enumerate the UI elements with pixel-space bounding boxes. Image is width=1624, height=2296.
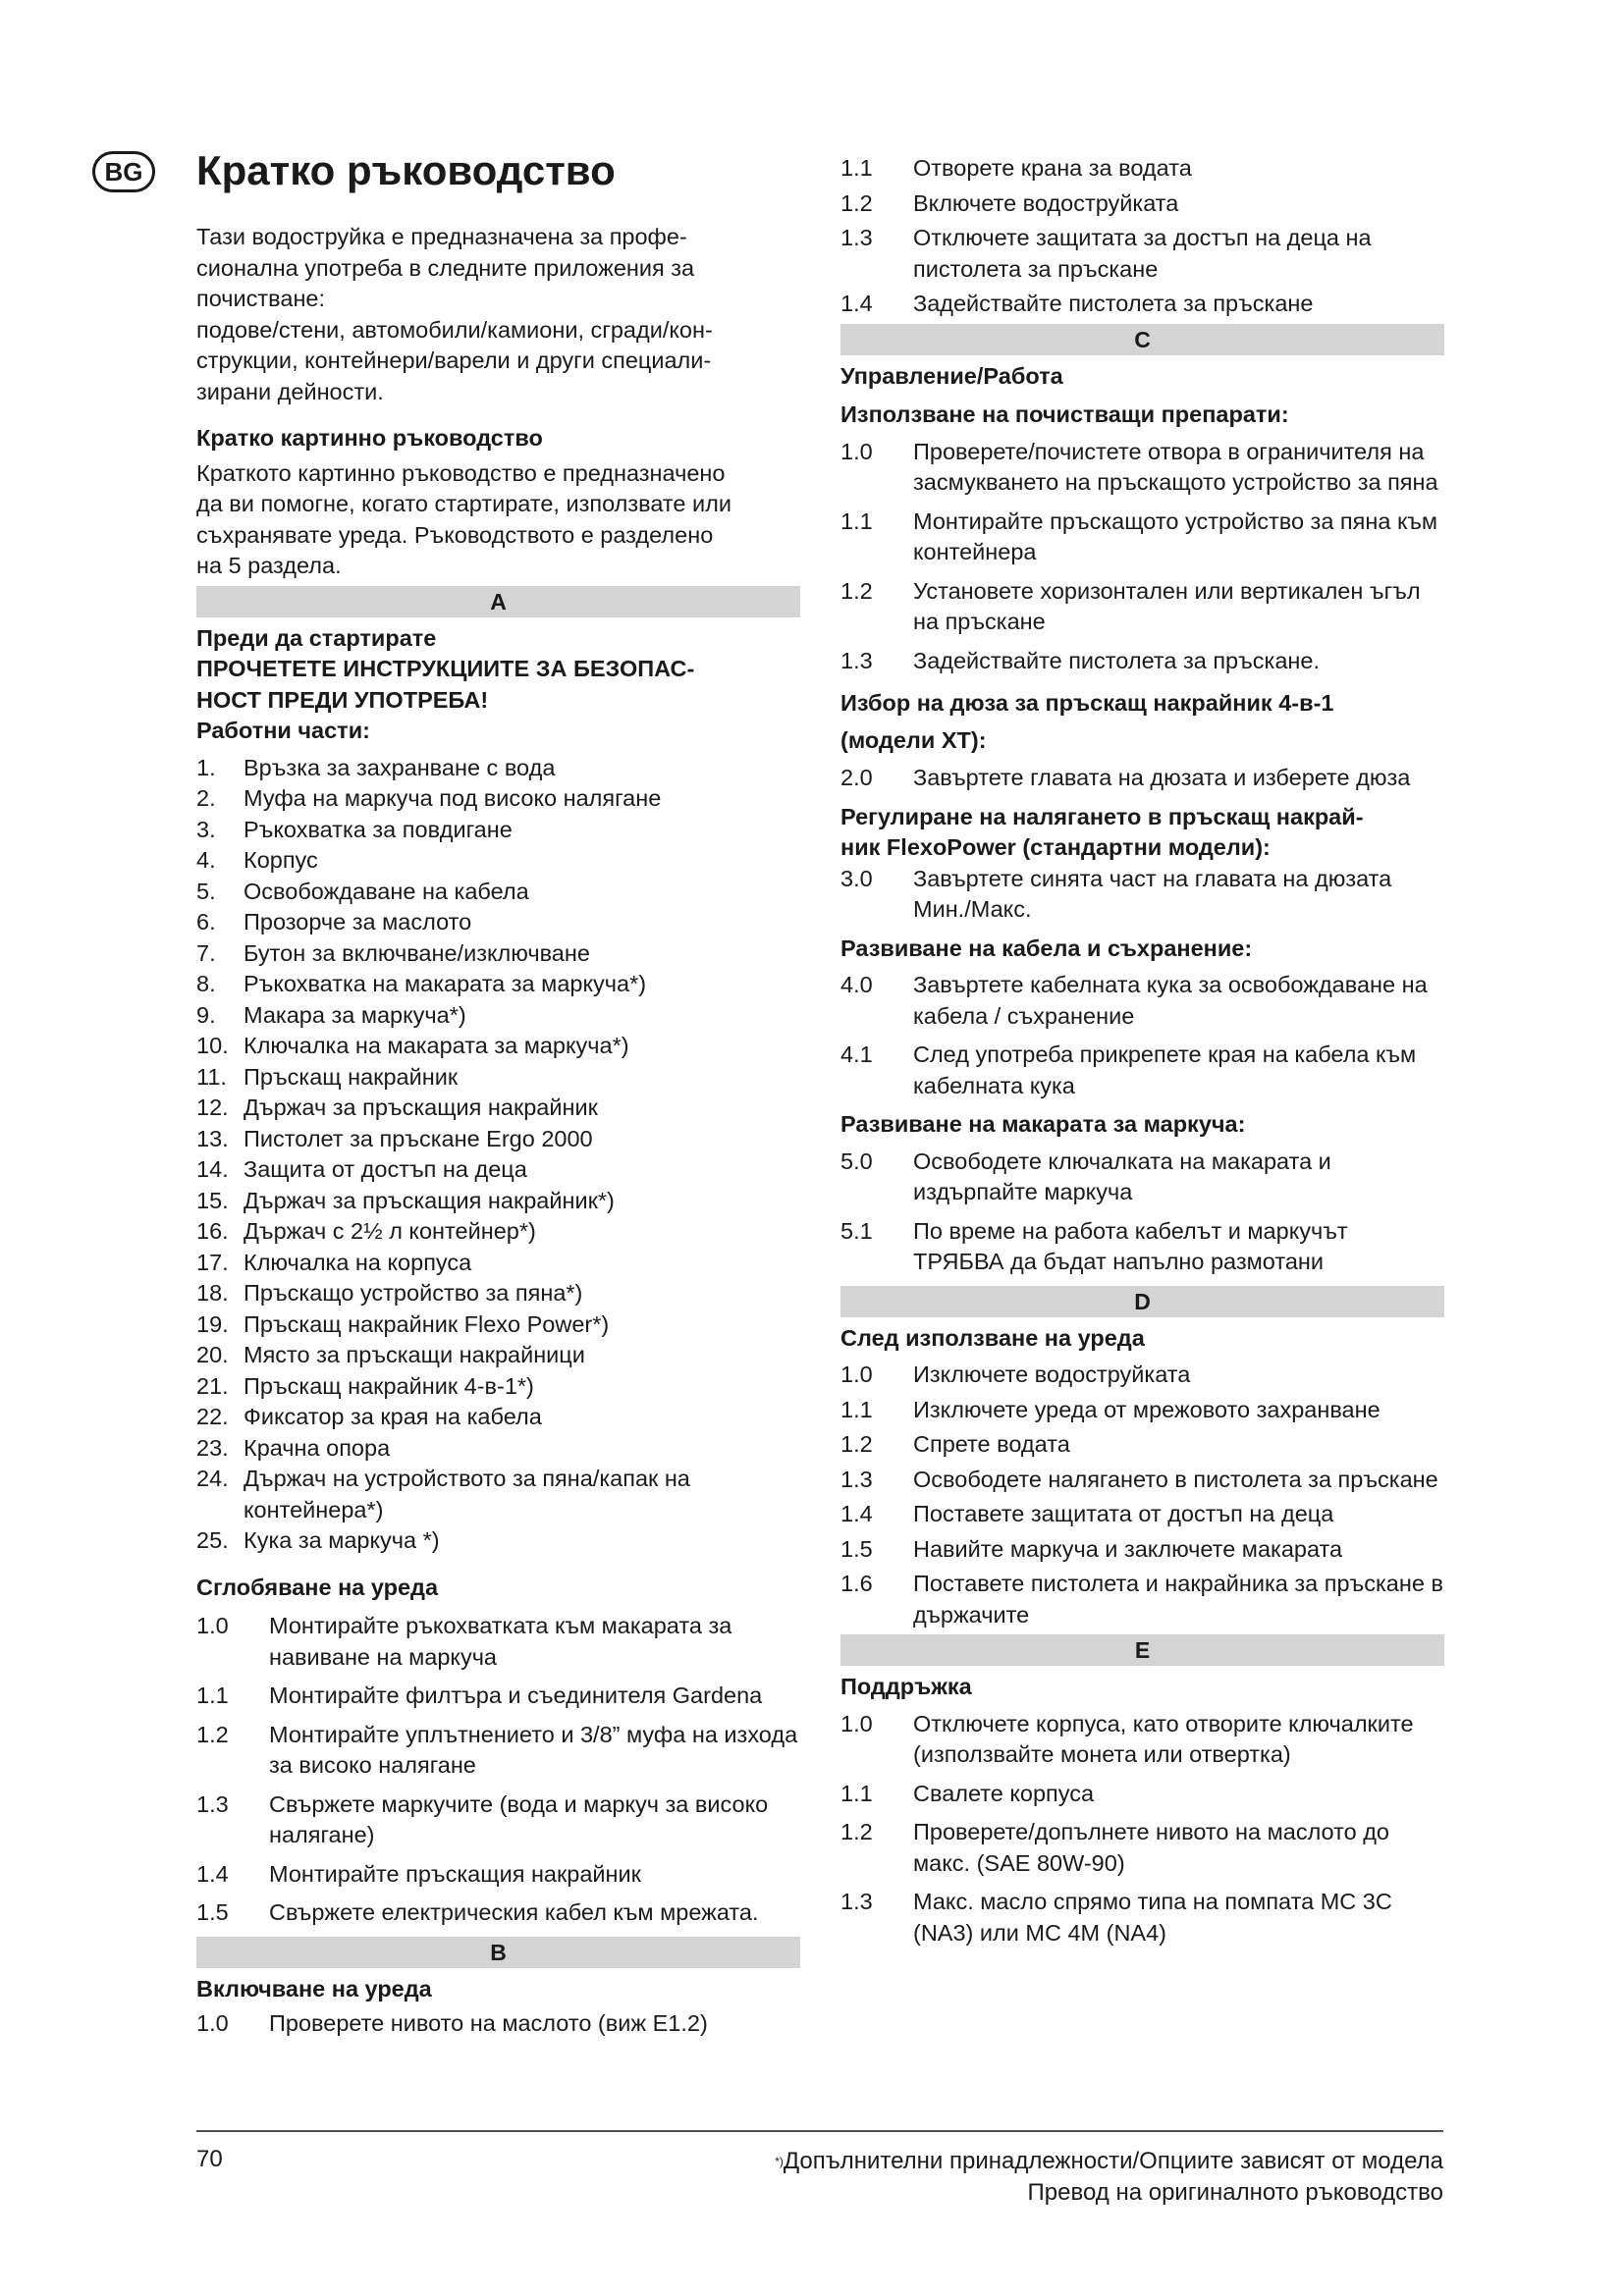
cable-step-text: След употреба прикрепете края на кабела към кабелната кука (913, 1041, 1417, 1098)
assembly-step-number: 1.2 (196, 1721, 229, 1747)
after-step (840, 1534, 1444, 1566)
assembly-step-number: 1.3 (196, 1790, 229, 1817)
nozzle-steps (840, 763, 1444, 794)
part-item (196, 1062, 800, 1094)
part-item (196, 1433, 800, 1465)
part-item (196, 1154, 800, 1186)
part-item-text: Място за пръскащи накрайници (244, 1342, 585, 1367)
maintenance-step (840, 1779, 1444, 1810)
reel-step-number: 5.1 (840, 1217, 873, 1244)
maintenance-step-number: 1.2 (840, 1819, 873, 1844)
pressure-step-number: 3.0 (840, 865, 873, 891)
switch-on-steps-continued (840, 153, 1444, 320)
part-item-text: Корпус (244, 847, 318, 873)
intro-line: подове/стени, автомобили/камиони, сгради/кон- (196, 316, 713, 343)
part-item-number: 1. (196, 754, 216, 780)
part-item (196, 753, 800, 784)
detergent-steps (840, 437, 1444, 677)
section-bar-b: B (196, 1937, 800, 1968)
reel-steps (840, 1147, 1444, 1278)
footnote-mark: *) (775, 2155, 784, 2168)
part-item-number: 14. (196, 1156, 229, 1182)
switch-step-number: 1.1 (840, 155, 873, 181)
part-item (196, 1402, 800, 1433)
part-item-text: Ключалка на корпуса (244, 1249, 472, 1275)
after-step-text: Поставете пистолета и накрайника за пръскане в държачите (913, 1571, 1443, 1628)
assembly-step-number: 1.4 (196, 1860, 229, 1887)
part-item-text: Ръкохватка за повдигане (244, 816, 513, 842)
assembly-step (196, 1611, 800, 1673)
switch-step-number: 1.4 (840, 291, 873, 316)
parts-list (196, 753, 800, 1557)
reel-heading: Развиване на макарата за маркуча: (840, 1111, 1246, 1137)
part-item (196, 1525, 800, 1557)
pressure-heading-line: ник FlexoPower (стандартни модели): (840, 834, 1271, 860)
after-step-text: Поставете защитата от достъп на деца (913, 1501, 1334, 1526)
pressure-step-text: Завъртете синята част на главата на дюзата Мин./Макс. (913, 865, 1392, 922)
part-item (196, 1093, 800, 1124)
assembly-step (196, 1897, 800, 1929)
after-step-text: Освободете налягането в пистолета за пръскане (913, 1466, 1438, 1492)
switch-step (840, 153, 1444, 185)
maintenance-step-number: 1.1 (840, 1780, 873, 1806)
page-title: Кратко ръководство (196, 147, 616, 193)
parts-heading: Работни части: (196, 718, 370, 743)
intro-line: зирани дейности. (196, 378, 384, 404)
part-item-text: Връзка за захранване с вода (244, 754, 556, 780)
translation-note: Превод на оригиналното ръководство (1027, 2179, 1443, 2206)
assembly-step-number: 1.1 (196, 1682, 229, 1708)
part-item-text: Бутон за включване/изключване (244, 939, 590, 966)
after-step-number: 1.1 (840, 1396, 873, 1422)
reel-step-number: 5.0 (840, 1148, 873, 1174)
after-use-steps (840, 1360, 1444, 1630)
part-item (196, 1464, 800, 1525)
part-item-text: Пръскащ накрайник 4-в-1*) (244, 1372, 534, 1399)
part-item-number: 19. (196, 1310, 229, 1337)
part-item (196, 783, 800, 815)
left-column (196, 222, 800, 2048)
part-item-number: 17. (196, 1249, 229, 1275)
part-item (196, 1000, 800, 1032)
cable-step-number: 4.0 (840, 972, 873, 997)
detergent-step-number: 1.2 (840, 577, 873, 604)
reel-step (840, 1216, 1444, 1278)
cable-step-text: Завъртете кабелната кука за освобождаване на кабела / съхранение (913, 972, 1428, 1029)
detergent-step-text: Проверете/почистете отвора в ограничителя на засмукването на пръскащото устройство за пяна (913, 438, 1438, 495)
part-item-text: Фиксатор за края на кабела (244, 1404, 542, 1429)
switch-step-number: 1.2 (840, 189, 873, 216)
detergent-step-number: 1.3 (840, 647, 873, 673)
after-step (840, 1499, 1444, 1530)
safety-warning-line: НОСТ ПРЕДИ УПОТРЕБА! (196, 686, 489, 713)
before-start-heading: Преди да стартирате (196, 624, 437, 651)
part-item-text: Държач с 2½ л контейнер*) (244, 1218, 536, 1244)
part-item (196, 1371, 800, 1403)
part-item (196, 815, 800, 846)
part-item (196, 907, 800, 938)
switch-step (840, 289, 1444, 320)
switch-on-steps (196, 2008, 800, 2040)
section-bar-d: D (840, 1286, 1444, 1317)
picture-guide-line: съхранявате уреда. Ръководството е разделено (196, 521, 714, 548)
part-item-text: Пистолет за пръскане Ergo 2000 (244, 1125, 593, 1151)
right-column (840, 153, 1444, 1956)
switch-step-text: Отключете защитата за достъп на деца на пистолета за пръскане (913, 225, 1372, 282)
after-step-text: Изключете водоструйката (913, 1362, 1191, 1387)
part-item-number: 4. (196, 847, 216, 873)
intro-line: струкции, контейнери/варели и други специали- (196, 347, 712, 373)
maintenance-step-number: 1.0 (840, 1710, 873, 1736)
cable-step-number: 4.1 (840, 1041, 873, 1067)
intro-line: Тази водоструйка е предназначена за профе- (196, 224, 687, 249)
after-step-number: 1.2 (840, 1431, 873, 1457)
after-step-text: Спрете водата (913, 1431, 1070, 1457)
part-item-number: 22. (196, 1404, 229, 1429)
operation-heading: Управление/Работа (840, 362, 1063, 389)
assembly-step-number: 1.0 (196, 1613, 229, 1638)
switch-step (196, 2008, 800, 2040)
assembly-step-text: Монтирайте филтъра и съединителя Gardena (269, 1682, 763, 1708)
switch-on-heading: Включване на уреда (196, 1975, 432, 2002)
part-item-text: Държач на устройството за пяна/капак на контейнера*) (244, 1466, 690, 1522)
after-step-number: 1.4 (840, 1501, 873, 1526)
part-item-number: 23. (196, 1434, 229, 1461)
reel-step (840, 1147, 1444, 1208)
detergent-step-text: Установете хоризонтален или вертикален ъгъл на пръскане (913, 577, 1421, 634)
switch-step-text: Задействайте пистолета за пръскане (913, 291, 1314, 316)
assembly-step (196, 1859, 800, 1891)
cable-steps (840, 970, 1444, 1101)
part-item-text: Ръкохватка на макарата за маркуча*) (244, 971, 647, 996)
part-item (196, 969, 800, 1000)
maintenance-step (840, 1817, 1444, 1879)
after-step (840, 1429, 1444, 1461)
picture-guide-line: Краткото картинно ръководство е предназначено (196, 459, 726, 486)
language-badge: BG (92, 151, 155, 192)
switch-step-text: Отворете крана за водата (913, 155, 1192, 181)
switch-step-number: 1.0 (196, 2010, 229, 2036)
after-step-number: 1.0 (840, 1362, 873, 1387)
part-item (196, 1278, 800, 1309)
part-item (196, 938, 800, 970)
part-item-text: Пръскащ накрайник Flexo Power*) (244, 1310, 610, 1337)
pressure-heading-line: Регулиране на налягането в пръскащ накрай- (840, 803, 1364, 829)
part-item-text: Макара за маркуча*) (244, 1001, 466, 1028)
assembly-step-text: Монтирайте пръскащия накрайник (269, 1860, 641, 1887)
nozzle-heading-line: Избор на дюза за пръскащ накрайник 4-в-1 (840, 690, 1334, 716)
part-item-text: Ключалка на макарата за маркуча*) (244, 1033, 629, 1058)
nozzle-step-text: Завъртете главата на дюзата и изберете дюза (913, 765, 1411, 790)
assembly-step-text: Свържете електрическия кабел към мрежата. (269, 1899, 759, 1925)
after-step (840, 1465, 1444, 1496)
cable-heading: Развиване на кабела и съхранение: (840, 934, 1253, 961)
detergent-step (840, 507, 1444, 568)
detergent-step (840, 646, 1444, 677)
after-step (840, 1395, 1444, 1426)
pressure-steps (840, 864, 1444, 926)
part-item (196, 1216, 800, 1248)
assembly-step-text: Монтирайте уплътнението и 3/8” муфа на изхода за високо налягане (269, 1721, 798, 1778)
part-item-number: 3. (196, 816, 216, 842)
assembly-step-text: Свържете маркучите (вода и маркуч за високо налягане) (269, 1790, 769, 1847)
part-item-text: Освобождаване на кабела (244, 878, 529, 904)
detergent-step-number: 1.1 (840, 507, 873, 534)
part-item-number: 25. (196, 1527, 229, 1553)
part-item-number: 7. (196, 939, 216, 966)
after-step-number: 1.5 (840, 1535, 873, 1562)
page-number: 70 (196, 2146, 223, 2172)
part-item-text: Кука за маркуча *) (244, 1527, 440, 1553)
intro-line: почистване: (196, 286, 326, 311)
safety-warning-line: ПРОЧЕТЕТЕ ИНСТРУКЦИИТЕ ЗА БЕЗОПАС- (196, 656, 695, 681)
nozzle-step (840, 763, 1444, 794)
part-item-number: 6. (196, 909, 216, 934)
part-item-number: 16. (196, 1218, 229, 1244)
part-item-number: 2. (196, 785, 216, 811)
maintenance-heading: Поддръжка (840, 1674, 972, 1699)
accessories-note (775, 2146, 1443, 2177)
part-item-number: 11. (196, 1063, 227, 1090)
detergent-step (840, 576, 1444, 638)
after-step-number: 1.3 (840, 1466, 873, 1492)
nozzle-heading-line: (модели XT): (840, 727, 987, 753)
part-item-text: Държач за пръскащия накрайник (244, 1095, 598, 1120)
assembly-step-text: Монтирайте ръкохватката към макарата за навиване на маркуча (269, 1613, 732, 1670)
part-item-number: 8. (196, 971, 216, 996)
detergent-step-text: Задействайте пистолета за пръскане. (913, 647, 1321, 673)
part-item-text: Пръскащ накрайник (244, 1063, 459, 1090)
after-step (840, 1569, 1444, 1630)
part-item-number: 20. (196, 1342, 229, 1367)
assembly-steps (196, 1611, 800, 1929)
detergent-step-text: Монтирайте пръскащото устройство за пяна към контейнера (913, 507, 1438, 564)
maintenance-step-number: 1.3 (840, 1889, 873, 1914)
intro-text (196, 222, 800, 407)
nozzle-step-number: 2.0 (840, 765, 873, 790)
assembly-step (196, 1720, 800, 1782)
switch-step-text: Проверете нивото на маслото (виж E1.2) (269, 2010, 708, 2036)
part-item-number: 13. (196, 1125, 229, 1151)
reel-step-text: Освободете ключалката на макарата и издърпайте маркуча (913, 1148, 1331, 1204)
switch-step (840, 223, 1444, 285)
part-item-text: Защита от достъп на деца (244, 1156, 527, 1182)
intro-line: сионална употреба в следните приложения за (196, 254, 695, 281)
picture-guide-line: на 5 раздела. (196, 553, 342, 578)
switch-step-text: Включете водоструйката (913, 189, 1179, 216)
part-item-number: 15. (196, 1187, 229, 1213)
footer-divider (196, 2130, 1443, 2132)
detergent-step-number: 1.0 (840, 438, 873, 464)
assembly-step (196, 1789, 800, 1851)
maintenance-step-text: Макс. масло спрямо типа на помпата MC 3C (NA3) или MC 4M (NA4) (913, 1889, 1392, 1946)
after-step-text: Изключете уреда от мрежовото захранване (913, 1396, 1380, 1422)
after-step-number: 1.6 (840, 1571, 873, 1596)
part-item-number: 9. (196, 1001, 216, 1028)
reel-step-text: По време на работа кабелът и маркучът ТРЯБВА да бъдат напълно размотани (913, 1217, 1348, 1274)
section-bar-e: E (840, 1634, 1444, 1666)
part-item-number: 24. (196, 1466, 229, 1491)
part-item-text: Муфа на маркуча под високо налягане (244, 785, 662, 811)
part-item-number: 18. (196, 1280, 229, 1306)
part-item (196, 1124, 800, 1155)
part-item (196, 1031, 800, 1062)
maintenance-step-text: Свалете корпуса (913, 1780, 1095, 1806)
part-item (196, 877, 800, 908)
section-bar-c: C (840, 324, 1444, 355)
switch-step-number: 1.3 (840, 225, 873, 250)
section-bar-a: A (196, 586, 800, 617)
maintenance-step (840, 1709, 1444, 1771)
after-step (840, 1360, 1444, 1391)
part-item-text: Крачна опора (244, 1434, 391, 1461)
assembly-step-number: 1.5 (196, 1899, 229, 1925)
cable-step (840, 1040, 1444, 1101)
maintenance-step-text: Проверете/допълнете нивото на маслото до макс. (SAE 80W-90) (913, 1819, 1389, 1876)
assembly-heading: Сглобяване на уреда (196, 1574, 439, 1600)
picture-guide-text (196, 458, 800, 582)
cable-step (840, 970, 1444, 1032)
part-item (196, 1309, 800, 1341)
part-item-number: 5. (196, 878, 216, 904)
part-item-number: 10. (196, 1033, 229, 1058)
after-use-heading: След използване на уреда (840, 1324, 1145, 1351)
part-item-number: 21. (196, 1372, 229, 1399)
picture-guide-line: да ви помогне, когато стартирате, използвате или (196, 491, 731, 516)
switch-step (840, 188, 1444, 220)
detergent-step (840, 437, 1444, 499)
part-item (196, 1186, 800, 1217)
pressure-step (840, 864, 1444, 926)
part-item (196, 845, 800, 877)
part-item-text: Прозорче за маслото (244, 909, 472, 934)
part-item (196, 1248, 800, 1279)
part-item-number: 12. (196, 1095, 229, 1120)
accessories-note-text: Допълнителни принадлежности/Опциите зависят от модела (783, 2148, 1443, 2174)
footer-notes (775, 2146, 1443, 2209)
maintenance-steps (840, 1709, 1444, 1949)
detergent-heading: Използване на почистващи препарати: (840, 401, 1289, 427)
assembly-step (196, 1681, 800, 1712)
picture-guide-heading: Кратко картинно ръководство (196, 425, 543, 451)
maintenance-step-text: Отключете корпуса, като отворите ключалките (използвайте монета или отвертка) (913, 1710, 1414, 1767)
after-step-text: Навийте маркуча и заключете макарата (913, 1535, 1343, 1562)
part-item-text: Пръскащо устройство за пяна*) (244, 1280, 583, 1306)
part-item-text: Държач за пръскащия накрайник*) (244, 1187, 615, 1213)
maintenance-step (840, 1887, 1444, 1949)
part-item (196, 1340, 800, 1371)
